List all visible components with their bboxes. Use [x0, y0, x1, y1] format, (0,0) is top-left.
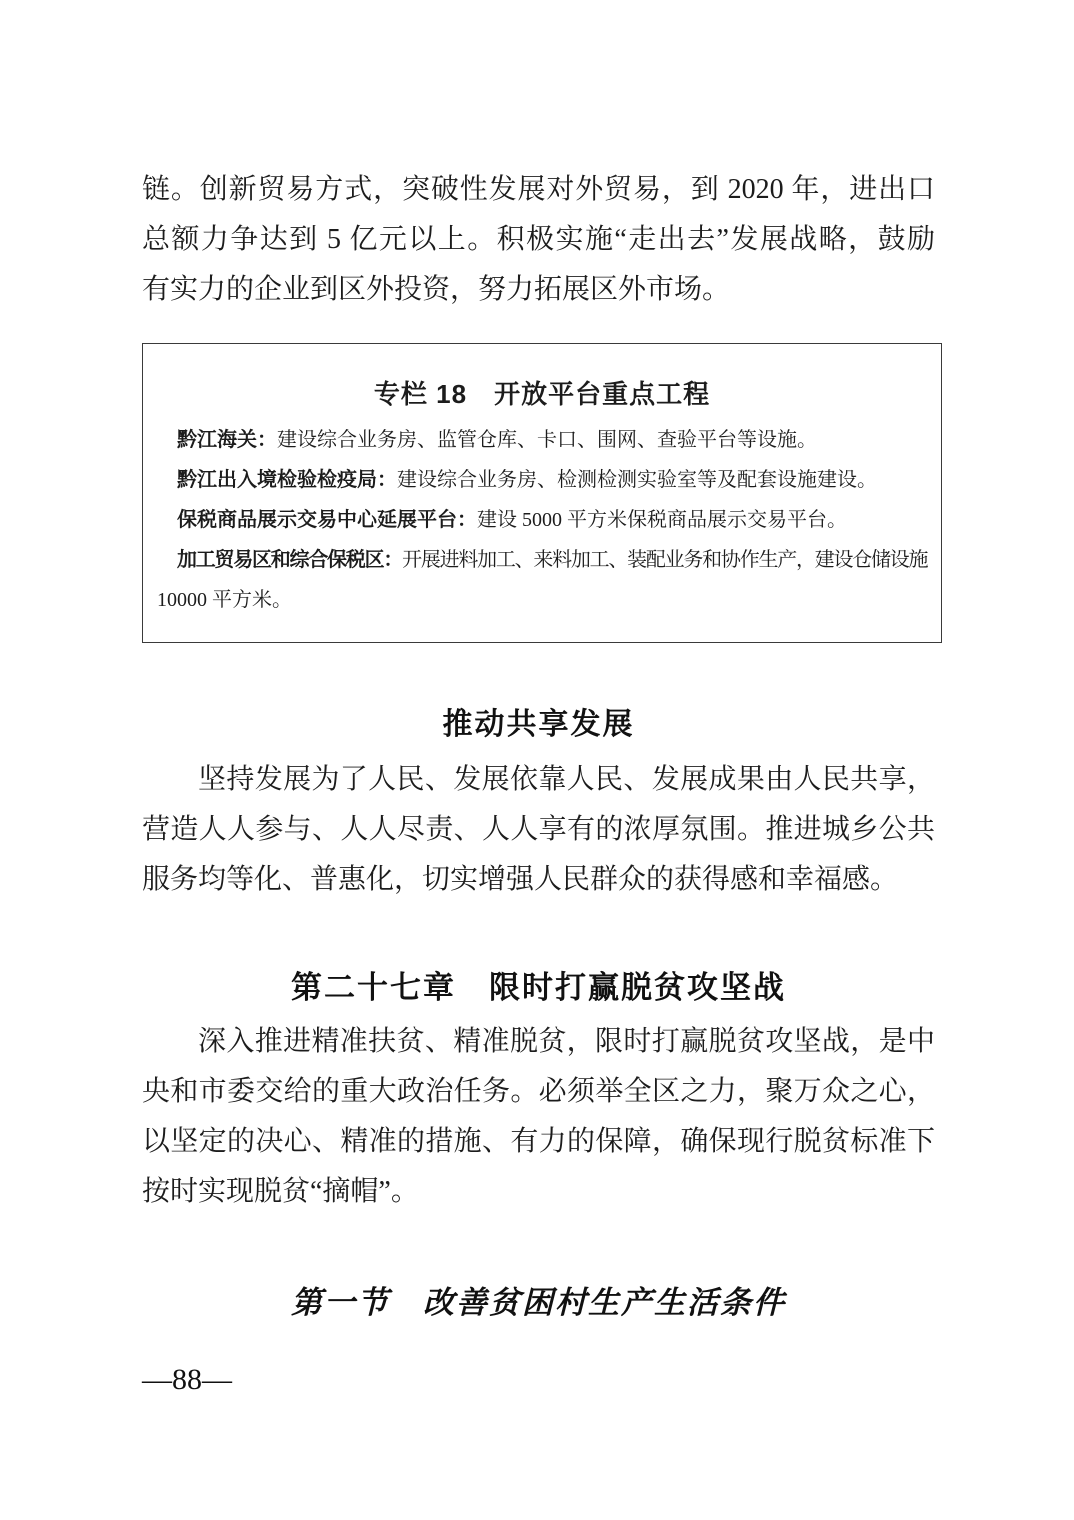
box-item-text: 开展进料加工、来料加工、装配业务和协作生产，建设仓储设施 — [402, 549, 928, 571]
paragraph-shared-development — [142, 755, 935, 905]
paragraph-poverty-alleviation — [142, 1017, 935, 1217]
heading-chapter-27: 第二十七章 限时打赢脱贫攻坚战 — [291, 970, 786, 1005]
box-item-line — [157, 540, 927, 580]
box-item-text: 建设综合业务房、检测检测实验室等及配套设施建设。 — [397, 469, 877, 491]
text-line: 央和市委交给的重大政治任务。必须举全区之力，聚万众之心， — [142, 1076, 935, 1107]
text-line: 深入推进精准扶贫、精准脱贫，限时打赢脱贫攻坚战，是中 — [198, 1026, 935, 1057]
box-item-line-continued: 10000 平方米。 — [157, 589, 292, 611]
heading-section-1: 第一节 改善贫困村生产生活条件 — [291, 1285, 786, 1320]
paragraph-trade — [142, 165, 935, 315]
box-item-label: 加工贸易区和综合保税区： — [177, 549, 403, 571]
column-box-title: 专栏 18 开放平台重点工程 — [373, 379, 711, 409]
box-item-text: 建设 5000 平方米保税商品展示交易平台。 — [477, 509, 847, 531]
text-line: 以坚定的决心、精准的措施、有力的保障，确保现行脱贫标准下 — [142, 1126, 935, 1157]
box-item-label: 黔江出入境检验检疫局： — [177, 469, 397, 491]
text-line: 营造人人参与、人人尽责、人人享有的浓厚氛围。推进城乡公共 — [142, 814, 935, 845]
text-line: 有实力的企业到区外投资，努力拓展区外市场。 — [142, 274, 731, 305]
box-item-customs — [157, 420, 927, 460]
box-item-bonded-display — [157, 500, 927, 540]
page-number: —88— — [142, 1363, 232, 1396]
text-line: 链。创新贸易方式，突破性发展对外贸易，到 2020 年，进出口 — [142, 174, 935, 205]
box-item-processing-zone — [157, 540, 927, 620]
heading-shared-development: 推动共享发展 — [442, 708, 635, 741]
text-line: 按时实现脱贫“摘帽”。 — [142, 1176, 419, 1207]
column-box-18 — [142, 343, 942, 643]
box-item-text: 建设综合业务房、监管仓库、卡口、围网、查验平台等设施。 — [277, 429, 817, 451]
box-item-label: 黔江海关： — [177, 429, 277, 451]
text-line: 总额力争达到 5 亿元以上。积极实施“走出去”发展战略，鼓励 — [142, 224, 935, 255]
text-line: 坚持发展为了人民、发展依靠人民、发展成果由人民共享， — [198, 764, 935, 795]
column-box-items — [157, 420, 927, 620]
box-item-inspection — [157, 460, 927, 500]
box-item-label: 保税商品展示交易中心延展平台： — [177, 509, 477, 531]
text-line: 服务均等化、普惠化，切实增强人民群众的获得感和幸福感。 — [142, 864, 899, 895]
